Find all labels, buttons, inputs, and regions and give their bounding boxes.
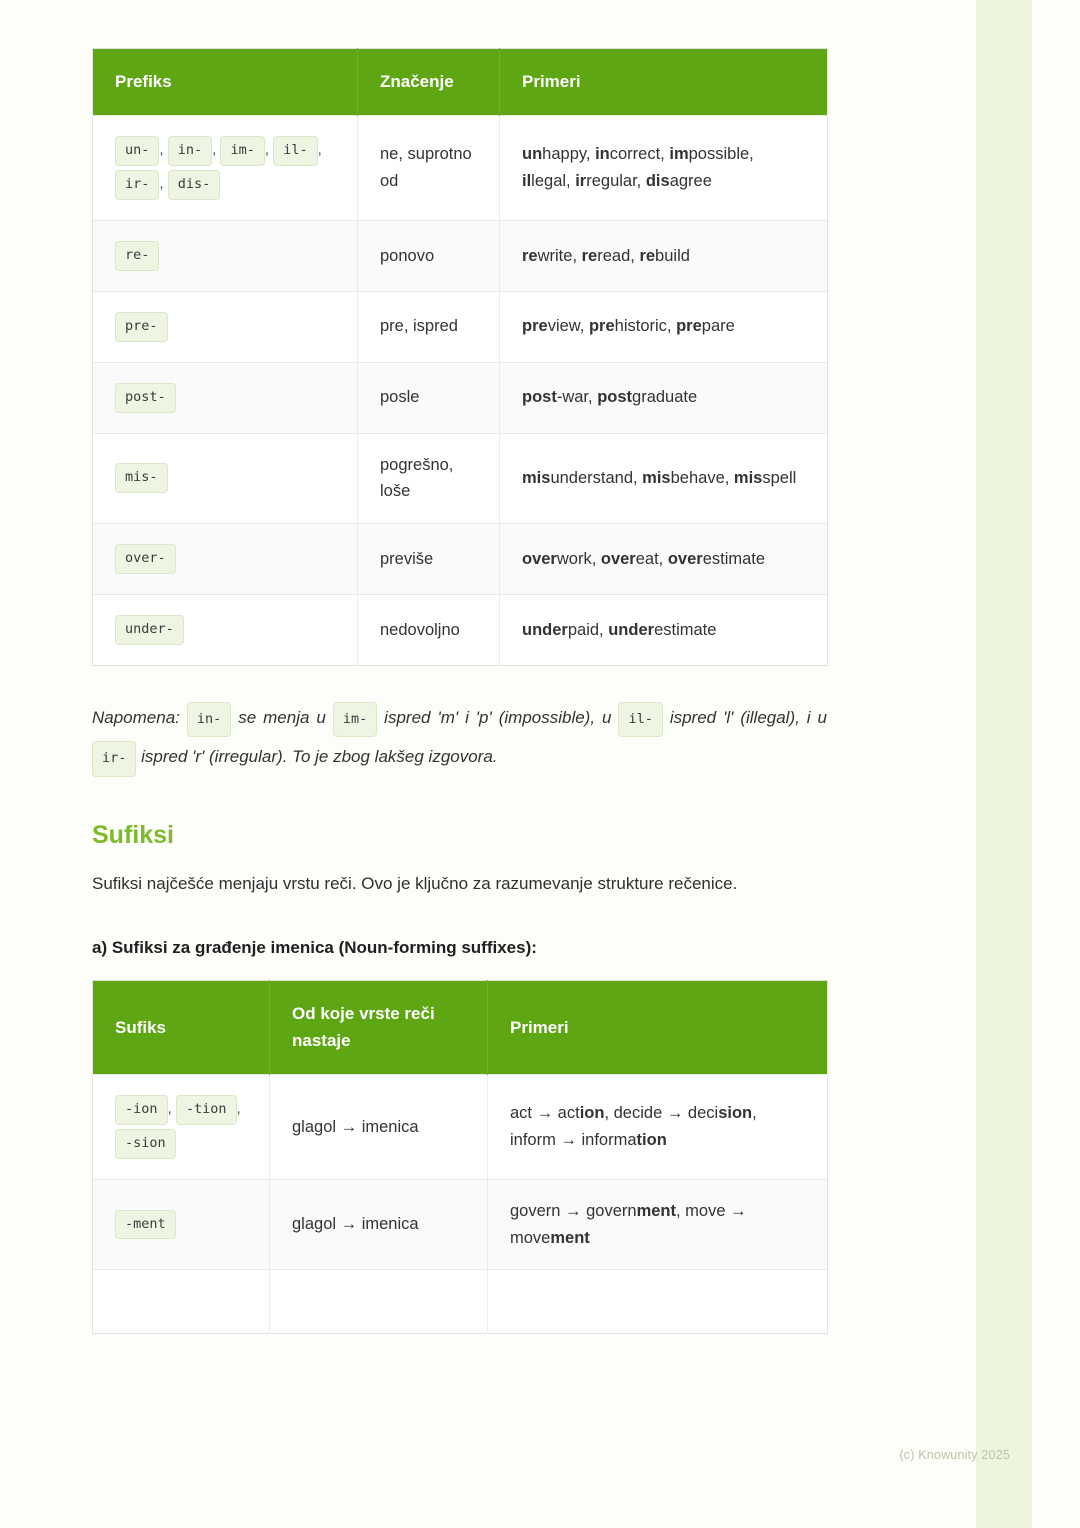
affix-chip: -tion: [176, 1095, 237, 1125]
affix-separator: ,: [159, 141, 168, 159]
cell-affix: [93, 524, 358, 595]
cell-meaning: [270, 1270, 488, 1334]
table-row: [93, 1179, 828, 1269]
table-row: [93, 221, 828, 292]
cell-meaning: pogrešno, loše: [358, 433, 500, 523]
column-header-examples: Primeri: [500, 49, 828, 116]
affix-chip: -ment: [115, 1210, 176, 1240]
table-header-row: [93, 49, 828, 116]
cell-affix: [93, 291, 358, 362]
column-header-source-wordclass: Od koje vrste reči nastaje: [270, 981, 488, 1075]
cell-affix: [93, 1075, 270, 1180]
subheading-noun-forming: a) Sufiksi za građenje imenica (Noun-forming suffixes):: [92, 938, 537, 958]
table-row: [93, 1075, 828, 1180]
cell-examples: post-war, postgraduate: [500, 362, 828, 433]
affix-separator: ,: [167, 1100, 176, 1118]
cell-examples: preview, prehistoric, prepare: [500, 291, 828, 362]
column-header-examples: Primeri: [488, 981, 828, 1075]
prefix-table-body: [93, 116, 828, 665]
cell-affix: [93, 221, 358, 292]
copyright-watermark: (c) Knowunity 2025: [899, 1448, 1010, 1462]
affix-chip: mis-: [115, 463, 168, 493]
affix-chip: -ion: [115, 1095, 168, 1125]
note-paragraph: Napomena: in- se menja u im- ispred 'm' i 'p' (impossible), u il- ispred 'l' (illegal), i u ir- ispred 'r' (irregular). To je zbog lakšeg izgovora.: [92, 700, 827, 779]
document-content: [92, 0, 827, 1334]
cell-examples: act → action, decide → decision, inform → information: [488, 1075, 828, 1180]
affix-separator: ,: [264, 141, 274, 159]
column-header-meaning: Značenje: [358, 49, 500, 116]
cell-affix: [93, 1179, 270, 1269]
affix-chip: ir-: [115, 170, 159, 200]
cell-examples: overwork, overeat, overestimate: [500, 524, 828, 595]
cell-meaning: previše: [358, 524, 500, 595]
affix-separator: ,: [159, 175, 168, 193]
section-paragraph: Sufiksi najčešće menjaju vrstu reči. Ovo je ključno za razumevanje strukture rečenice.: [92, 874, 738, 894]
affix-chip: im-: [220, 136, 264, 166]
affix-separator: ,: [317, 141, 326, 159]
affix-chip: pre-: [115, 312, 168, 342]
table-row: [93, 362, 828, 433]
prefix-table-wrapper: [92, 48, 827, 666]
cell-affix: [93, 116, 358, 221]
cell-affix: [93, 1270, 270, 1334]
table-header-row: [93, 981, 828, 1075]
page-side-band: [976, 0, 1032, 1528]
cell-meaning: glagol → imenica: [270, 1075, 488, 1180]
cell-examples: govern → government, move → movement: [488, 1179, 828, 1269]
affix-separator: ,: [212, 141, 221, 159]
cell-meaning: ne, suprotno od: [358, 116, 500, 221]
table-row: [93, 524, 828, 595]
cell-examples: unhappy, incorrect, impossible, illegal, irregular, disagree: [500, 116, 828, 221]
suffix-table: [92, 980, 828, 1334]
affix-chip: re-: [115, 241, 159, 271]
suffix-table-wrapper: [92, 980, 827, 1334]
cell-affix: [93, 433, 358, 523]
affix-chip: il-: [273, 136, 317, 166]
table-row: [93, 291, 828, 362]
cell-meaning: pre, ispred: [358, 291, 500, 362]
affix-chip: -sion: [115, 1129, 176, 1159]
page-right-margin: [1032, 0, 1080, 1528]
affix-chip: in-: [168, 136, 212, 166]
affix-separator: ,: [236, 1100, 245, 1118]
table-row: [93, 594, 828, 665]
cell-affix: [93, 594, 358, 665]
cell-examples: underpaid, underestimate: [500, 594, 828, 665]
cell-examples: rewrite, reread, rebuild: [500, 221, 828, 292]
table-row: [93, 433, 828, 523]
table-row: [93, 116, 828, 221]
cell-meaning: ponovo: [358, 221, 500, 292]
cell-examples: misunderstand, misbehave, misspell: [500, 433, 828, 523]
cell-meaning: posle: [358, 362, 500, 433]
prefix-table: [92, 48, 828, 666]
affix-chip: post-: [115, 383, 176, 413]
table-row: [93, 1270, 828, 1334]
cell-meaning: nedovoljno: [358, 594, 500, 665]
suffix-table-body: [93, 1075, 828, 1334]
affix-chip: un-: [115, 136, 159, 166]
column-header-prefix: Prefiks: [93, 49, 358, 116]
affix-chip: under-: [115, 615, 184, 645]
cell-meaning: glagol → imenica: [270, 1179, 488, 1269]
cell-examples: [488, 1270, 828, 1334]
page-title-sufiksi: Sufiksi: [92, 821, 174, 850]
affix-chip: dis-: [168, 170, 221, 200]
affix-chip: over-: [115, 544, 176, 574]
column-header-suffix: Sufiks: [93, 981, 270, 1075]
cell-affix: [93, 362, 358, 433]
